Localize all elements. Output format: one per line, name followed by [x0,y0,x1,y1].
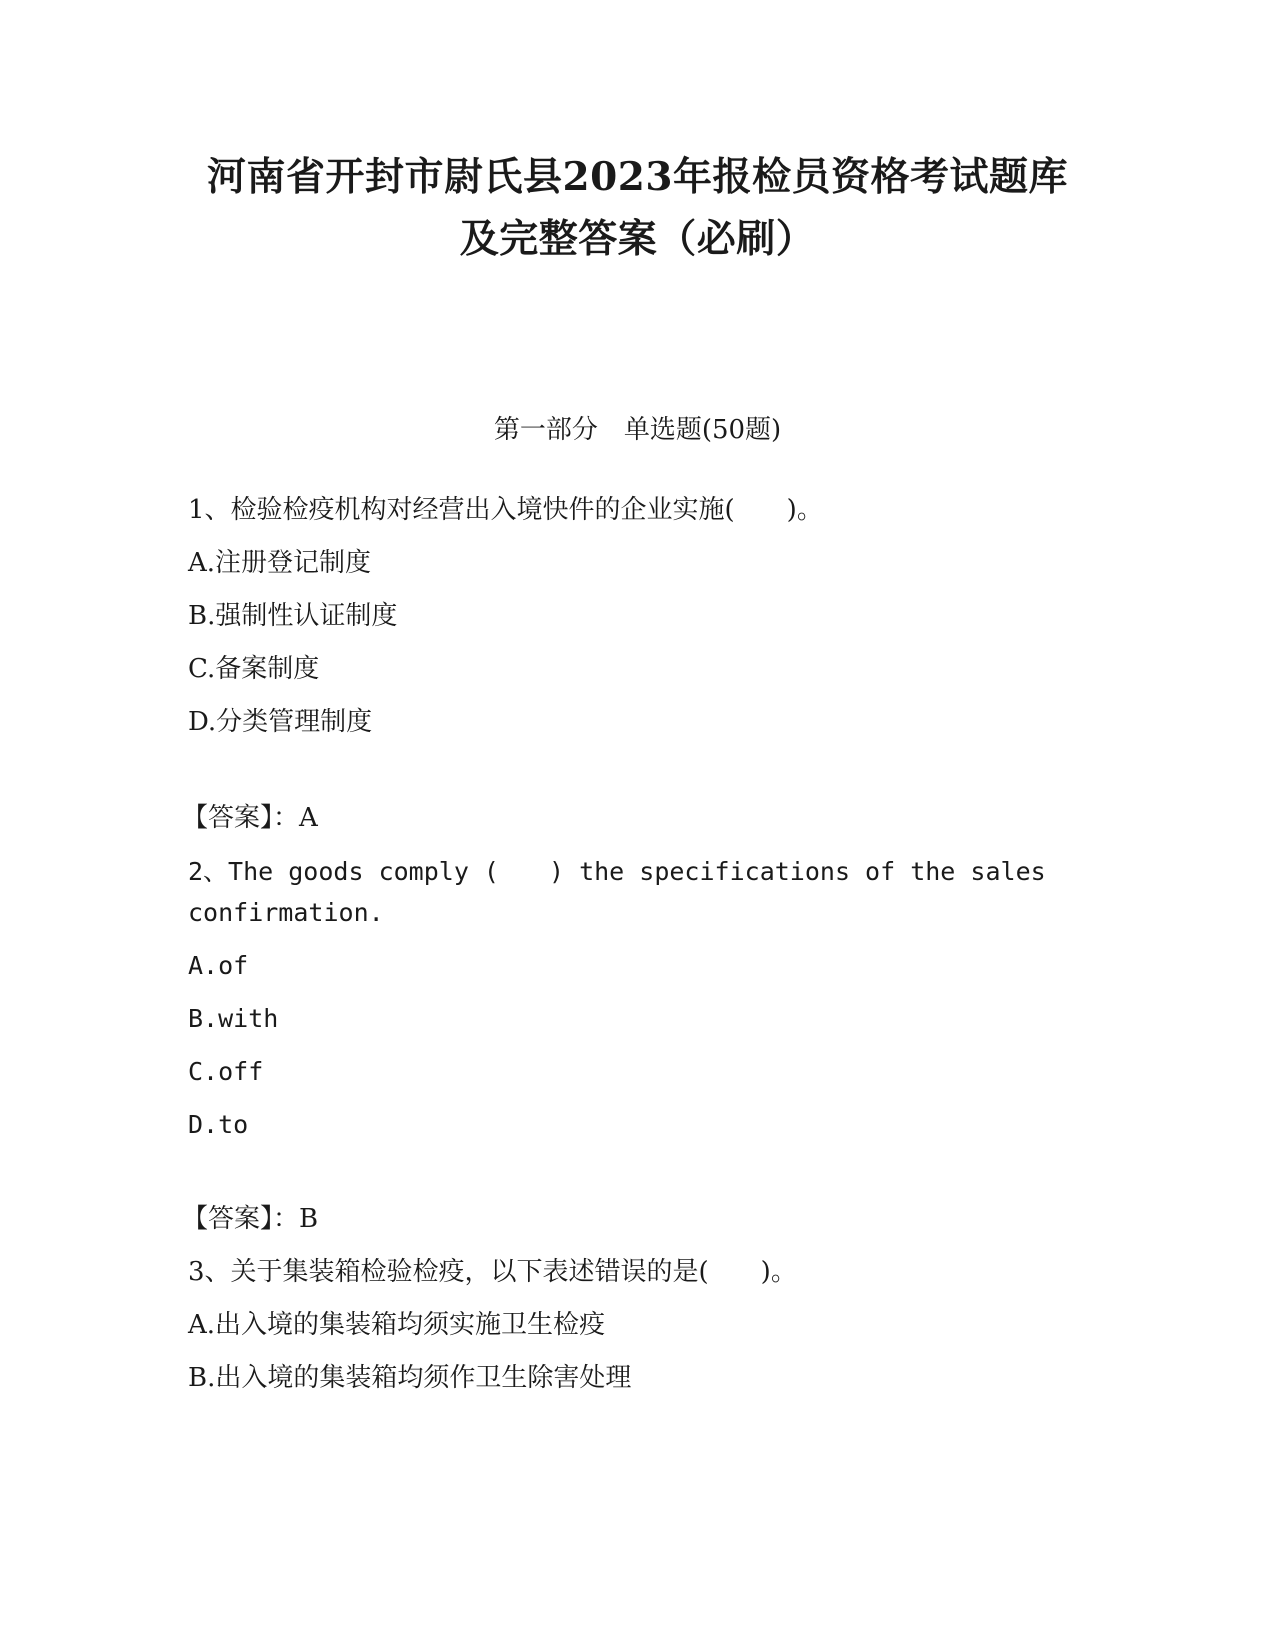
question-1-option-a: A.注册登记制度 [188,548,372,578]
question-3-stem: 3、关于集装箱检验检疫，以下表述错误的是( )。 [188,1257,797,1287]
document-title-line-1: 河南省开封市尉氏县2023年报检员资格考试题库 [206,154,1069,200]
question-3-option-b: B.出入境的集装箱均须作卫生除害处理 [188,1363,632,1393]
section-heading: 第一部分 单选题(50题) [493,415,782,445]
question-3-option-a: A.出入境的集装箱均须实施卫生检疫 [188,1310,606,1340]
question-2-stem-line-2: confirmation. [188,898,384,927]
document-title-line-2: 及完整答案（必刷） [459,216,816,262]
question-2-option-a: A.of [188,951,249,980]
question-2-option-c: C.off [188,1057,264,1086]
question-1-option-d: D.分类管理制度 [188,707,373,737]
question-2-stem-line-1: 2、The goods comply ( ) the specifications of the sales [188,857,1046,886]
question-2-option-b: B.with [188,1004,279,1033]
question-1-stem: 1、检验检疫机构对经营出入境快件的企业实施( )。 [188,495,823,525]
question-2-option-d: D.to [188,1110,249,1139]
question-1-option-b: B.强制性认证制度 [188,601,398,631]
question-2-answer: 【答案】：B [182,1204,319,1234]
question-1-option-c: C.备案制度 [188,654,320,684]
question-1-answer: 【答案】：A [182,803,318,833]
